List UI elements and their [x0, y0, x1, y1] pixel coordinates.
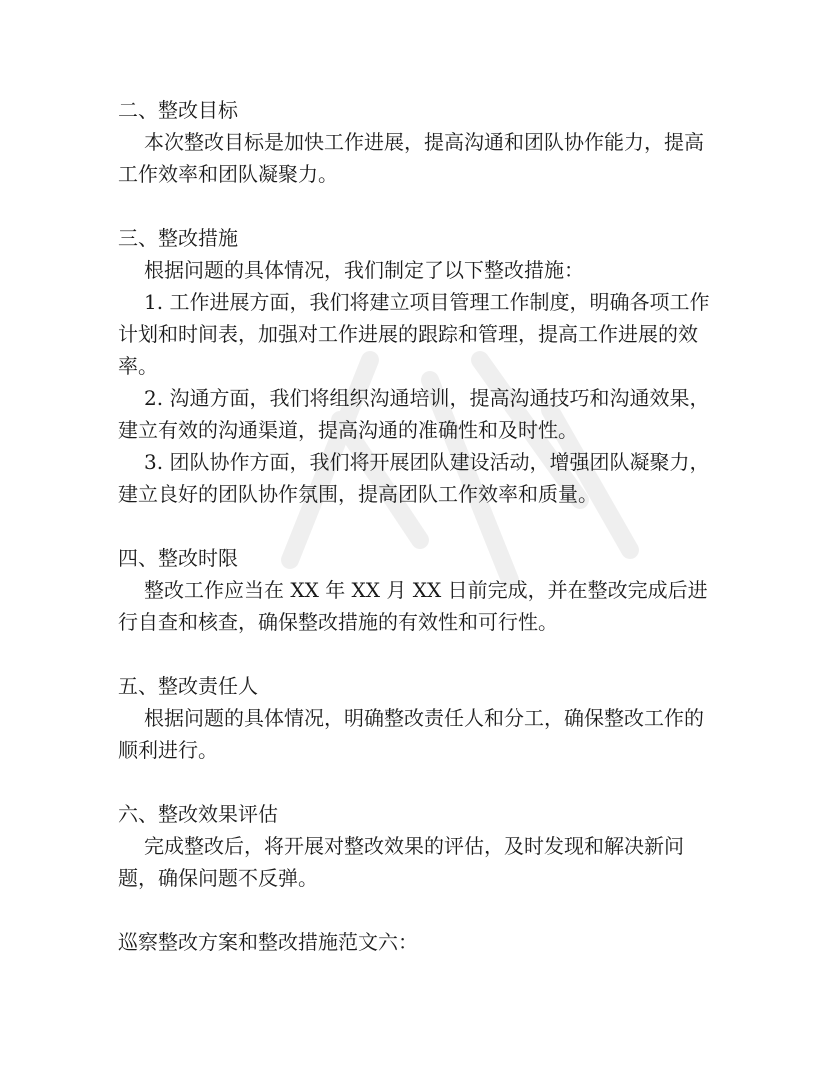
section-heading: 五、整改责任人	[118, 674, 258, 698]
paragraph: 1. 工作进展方面，我们将建立项目管理工作制度，明确各项工作计划和时间表，加强对工作进展的跟踪和管理，提高工作进展的效率。	[118, 290, 710, 378]
closing-line: 巡察整改方案和整改措施范文六：	[118, 930, 418, 954]
paragraph: 2. 沟通方面，我们将组织沟通培训，提高沟通技巧和沟通效果，建立有效的沟通渠道，提高沟通的准确性和及时性。	[118, 386, 710, 442]
section-measures	[118, 222, 718, 510]
section-heading: 三、整改措施	[118, 226, 238, 250]
paragraph: 根据问题的具体情况，明确整改责任人和分工，确保整改工作的顺利进行。	[118, 706, 704, 762]
section-goals	[118, 94, 718, 190]
section-deadline	[118, 542, 718, 638]
paragraph: 3. 团队协作方面，我们将开展团队建设活动，增强团队凝聚力，建立良好的团队协作氛围，提高团队工作效率和质量。	[118, 450, 710, 506]
paragraph: 整改工作应当在 XX 年 XX 月 XX 日前完成，并在整改完成后进行自查和核查，确保整改措施的有效性和可行性。	[118, 578, 708, 634]
section-heading: 二、整改目标	[118, 98, 238, 122]
paragraph: 本次整改目标是加快工作进展，提高沟通和团队协作能力，提高工作效率和团队凝聚力。	[118, 130, 704, 186]
section-responsible	[118, 670, 718, 766]
section-heading: 六、整改效果评估	[118, 802, 278, 826]
section-evaluation	[118, 798, 718, 894]
section-heading: 四、整改时限	[118, 546, 238, 570]
document-body	[118, 94, 718, 990]
paragraph: 完成整改后，将开展对整改效果的评估，及时发现和解决新问题，确保问题不反弹。	[118, 834, 684, 890]
section-closing	[118, 926, 718, 958]
paragraph: 根据问题的具体情况，我们制定了以下整改措施：	[144, 258, 584, 282]
